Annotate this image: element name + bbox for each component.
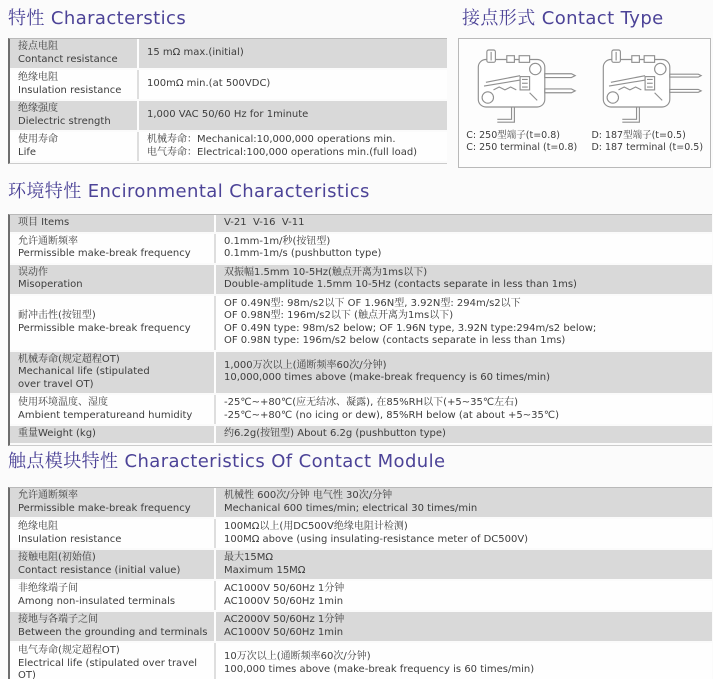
row-value: 机械性 600次/分钟 电气性 30次/分钟 Mechanical 600 times/min; electrical 30 times/min — [214, 488, 712, 517]
row-label: 电气寿命(规定超程OT) Electrical life (stipulated over travel OT) — [18, 645, 201, 679]
row-label: 接点电阻 Contanct resistance — [18, 41, 118, 65]
row-value: 10万次以上(通断频率60次/分钟) 100,000 times above (make-break frequency is 60 times/min) — [214, 643, 712, 679]
row-label: 耐冲击性(按钮型) Permissible make-break frequency — [18, 310, 191, 334]
row-value: 机械寿命：Mechanical:10,000,000 operations min. 电气寿命：Electrical:100,000 operations min.(full load) — [137, 132, 447, 161]
row-value: AC1000V 50/60Hz 1分钟 AC1000V 50/60Hz 1min — [214, 581, 712, 610]
figure-caption — [591, 130, 703, 153]
table-row — [10, 395, 712, 426]
row-label: 绝缘强度 Dielectric strength — [18, 103, 111, 127]
row-value: 双振幅1.5mm 10-5Hz(触点开离为1ms以下) Double-amplitude 1.5mm 10-5Hz (contacts separate in less than 1ms) — [214, 265, 712, 294]
table-row — [10, 426, 712, 445]
row-value: AC2000V 50/60Hz 1分钟 AC1000V 50/60Hz 1min — [214, 612, 712, 641]
section-title-contact-module: 触点模块特性 Characteristics Of Contact Module — [8, 451, 446, 472]
row-value: OF 0.49N型: 98m/s2以下 OF 1.96N型, 3.92N型: 294m/s2以下 OF 0.98N型: 196m/s2以下 (触点开离为1ms以下) OF 0.49N type: 98m/s2 below; OF 1.96N type, 3.92N type:294m/s2 below; OF 0.98N type: 196m/s2 below (contacts separate in less than 1ms) — [214, 296, 712, 350]
row-label: 项目 Items — [18, 217, 70, 228]
table-row — [10, 488, 712, 519]
table-row — [10, 101, 447, 132]
row-value: 最大15MΩ Maximum 15MΩ — [214, 550, 712, 579]
table-row — [10, 550, 712, 581]
row-label: 允许通断频率 Permissible make-break frequency — [18, 235, 191, 259]
row-value: 1,000 VAC 50/60 Hz for 1minute — [137, 101, 447, 130]
row-value: 0.1mm-1m/秒(按钮型) 0.1mm-1m/s (pushbutton type) — [214, 234, 712, 263]
row-label: 误动作 Misoperation — [18, 266, 83, 290]
row-value: 约6.2g(按钮型) About 6.2g (pushbutton type) — [214, 426, 712, 443]
row-label: 允许通断频率 Permissible make-break frequency — [18, 490, 191, 514]
table-row — [10, 519, 712, 550]
row-label: 接触电阻(初始值) Contact resistance (initial value) — [18, 552, 181, 576]
row-label: 使用环境温度、湿度 Ambient temperatureand humidity — [18, 397, 193, 421]
table-row — [10, 132, 447, 163]
table-row — [10, 352, 712, 396]
row-label: 使用寿命 Life — [18, 134, 58, 158]
row-label: 非绝缘端子间 Among non-insulated terminals — [18, 583, 176, 607]
contact-type-panel — [458, 38, 711, 168]
caption-line: C: 250型端子(t=0.8) — [466, 130, 560, 141]
table-row — [10, 39, 447, 70]
contact-type-figure-c — [459, 39, 585, 167]
section-title-environmental: 环境特性 Encironmental Characteristics — [8, 181, 370, 202]
row-value: 15 mΩ max.(initial) — [137, 39, 447, 68]
row-label: 机械寿命(规定超程OT) Mechanical life (stipulated over travel OT) — [18, 353, 150, 390]
table-row — [10, 612, 712, 643]
row-value: 100mΩ min.(at 500VDC) — [137, 70, 447, 99]
row-label: 接地与各端子之间 Between the grounding and terminals — [18, 614, 208, 638]
row-label: 绝缘电阻 Insulation resistance — [18, 72, 122, 96]
row-label: 绝缘电阻 Insulation resistance — [18, 521, 122, 545]
row-value: V-21 V-16 V-11 — [214, 215, 712, 232]
caption-line: C: 250 terminal (t=0.8) — [466, 141, 578, 153]
table-row — [10, 265, 712, 296]
environmental-table — [8, 214, 712, 446]
table-row — [10, 70, 447, 101]
microswitch-icon — [465, 48, 579, 128]
row-value: 1,000万次以上(通断频率60次/分钟) 10,000,000 times above (make-break frequency is 60 times/min) — [214, 352, 712, 394]
caption-line: D: 187 terminal (t=0.5) — [591, 141, 704, 153]
table-row — [10, 215, 712, 234]
table-row — [10, 234, 712, 265]
section-title-characteristics: 特性 Characterstics — [8, 8, 187, 29]
contact-module-table — [8, 487, 712, 679]
row-value: 100MΩ以上(用DC500V绝缘电阻计检测) 100MΩ above (using insulating-resistance meter of DC500V) — [214, 519, 712, 548]
microswitch-icon — [590, 48, 704, 128]
contact-type-figure-d — [585, 39, 711, 167]
row-label: 重量Weight (kg) — [18, 428, 96, 439]
figure-caption — [466, 130, 577, 153]
table-row — [10, 643, 712, 679]
row-value: -25℃~+80℃(应无结冰、凝露), 在85%RH以下(+5~35℃左右) -25℃~+80℃ (no icing or dew), 85%RH below (at about +5~35℃) — [214, 395, 712, 424]
characteristics-table — [8, 38, 447, 164]
section-title-contact-type: 接点形式 Contact Type — [462, 8, 664, 29]
table-row — [10, 581, 712, 612]
table-row — [10, 296, 712, 352]
caption-line: D: 187型端子(t=0.5) — [591, 130, 686, 141]
